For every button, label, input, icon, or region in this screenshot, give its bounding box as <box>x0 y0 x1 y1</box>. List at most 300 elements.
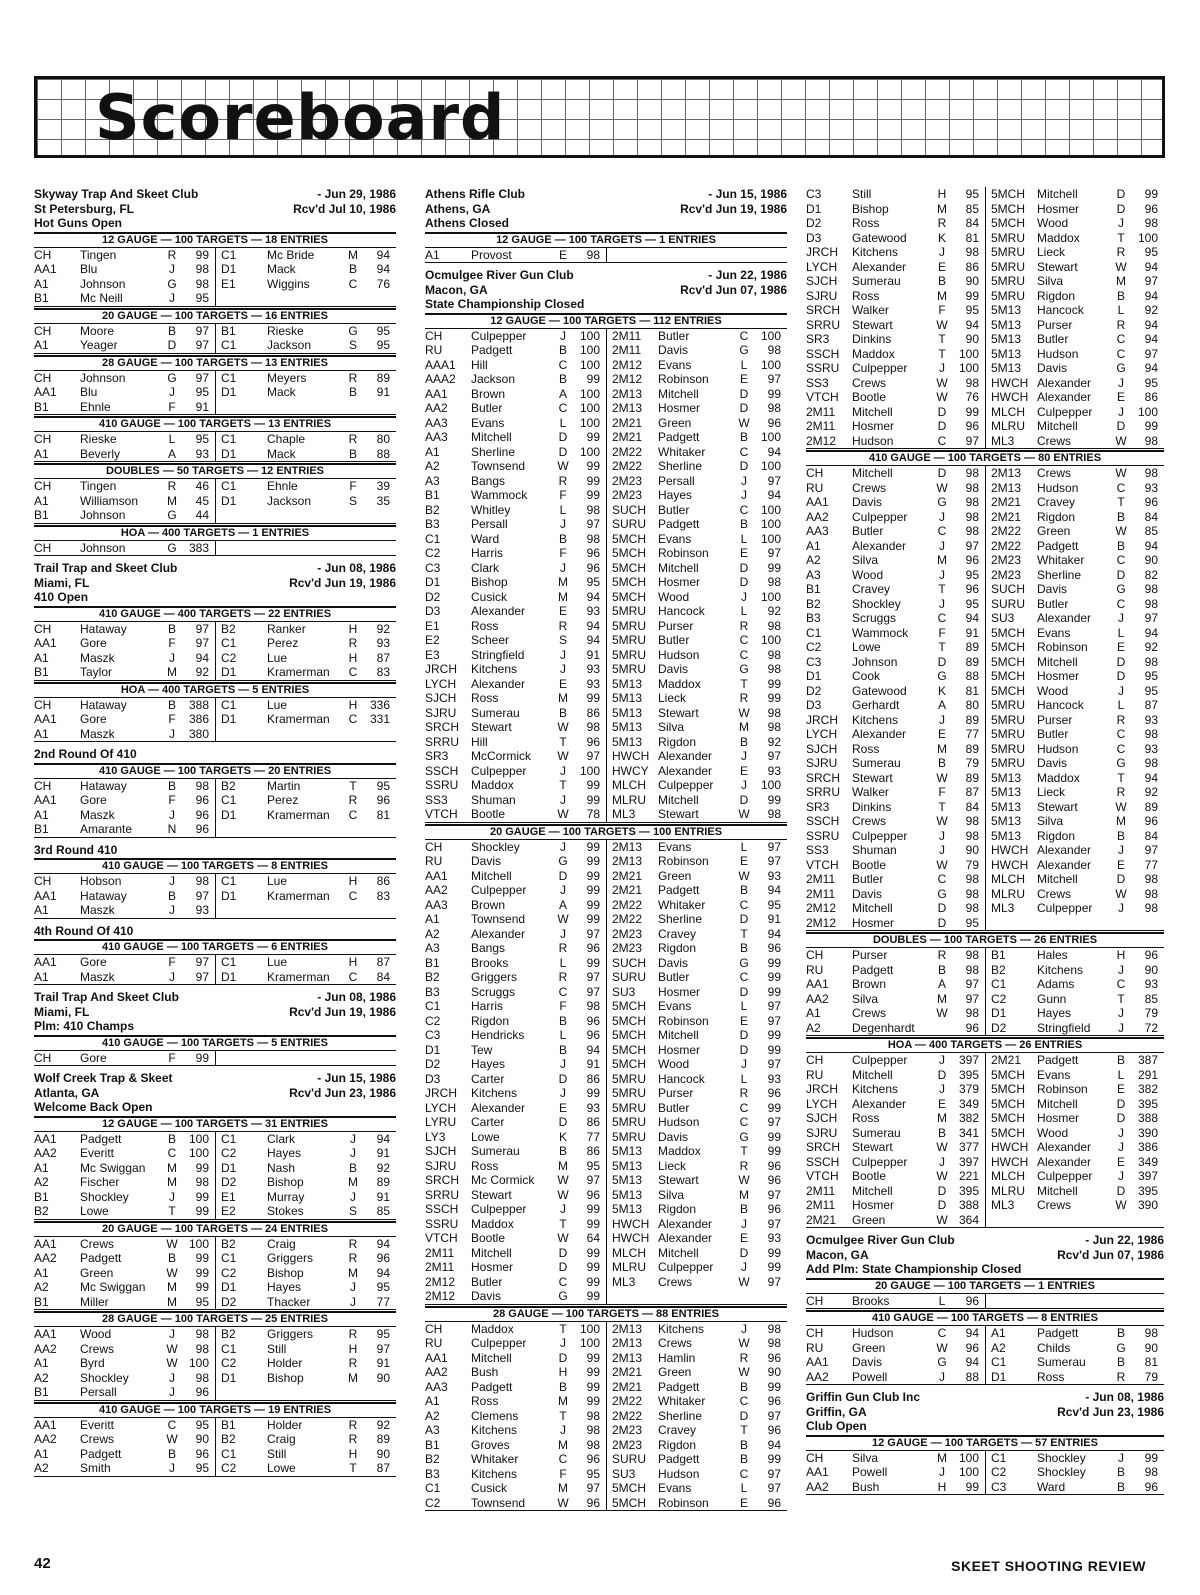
result-entry <box>806 829 985 844</box>
gauge-header: 410 GAUGE — 100 TARGETS — 8 ENTRIES <box>806 1310 1164 1326</box>
result-entry <box>606 677 787 692</box>
score-cell: 96 <box>767 415 781 430</box>
class-cell: D1 <box>221 665 237 679</box>
initial-cell: J <box>169 1189 175 1204</box>
initial-cell: C <box>739 970 749 984</box>
initial-cell: D <box>739 401 749 415</box>
class-cell: ML3 <box>991 1198 1015 1212</box>
table-row <box>425 807 787 822</box>
result-entry <box>806 814 985 829</box>
table-row <box>806 390 1164 405</box>
table-row <box>806 332 1164 347</box>
initial-cell <box>735 248 753 263</box>
club-header <box>806 1390 1164 1405</box>
initial-cell: M <box>937 741 947 756</box>
initial-cell: W <box>936 814 948 828</box>
result-entry <box>985 347 1164 362</box>
shooter-name: Ross <box>852 288 880 303</box>
initial-cell: B <box>1116 1479 1125 1494</box>
initial-cell <box>1112 916 1130 931</box>
table-row <box>806 1097 1164 1112</box>
class-cell: 5MCH <box>612 560 647 575</box>
result-entry <box>215 651 396 666</box>
initial-cell: W <box>936 375 948 390</box>
result-entry <box>215 970 396 985</box>
initial-cell: B <box>739 941 748 955</box>
class-cell: SSCH <box>806 814 840 828</box>
table-row <box>34 1432 396 1447</box>
class-cell: SURU <box>612 1452 647 1466</box>
event-name: 410 Open <box>34 590 89 604</box>
table-row <box>425 778 787 793</box>
result-entry <box>606 1028 787 1043</box>
initial-cell: D <box>739 1028 749 1042</box>
class-cell: D1 <box>221 1370 237 1385</box>
initial-cell: F <box>938 303 946 317</box>
table-row <box>34 651 396 666</box>
initial-cell <box>344 541 362 556</box>
shooter-name: Stewart <box>852 1140 893 1154</box>
shooter-name: Clark <box>267 1131 296 1146</box>
initial-cell: J <box>1118 1020 1124 1035</box>
score-cell: 91 <box>767 912 781 926</box>
result-entry <box>425 1130 606 1145</box>
class-cell: 5MCH <box>991 201 1026 216</box>
result-entry <box>34 1327 215 1342</box>
result-entry <box>425 1188 606 1203</box>
initial-cell: J <box>939 596 945 611</box>
initial-cell: W <box>936 317 948 332</box>
result-entry <box>806 260 985 275</box>
shoot-date: - Jun 08, 1986 <box>1085 1390 1164 1404</box>
shooter-name: Hudson <box>658 1466 700 1481</box>
shooter-name: Ross <box>471 691 499 705</box>
score-cell: 96 <box>195 807 209 822</box>
class-cell <box>612 248 658 263</box>
shooter-name: Kramerman <box>267 712 330 726</box>
score-cell: 98 <box>1144 582 1158 596</box>
class-cell: 5MCH <box>612 1042 647 1057</box>
class-cell: D1 <box>425 575 441 589</box>
result-entry <box>806 1294 985 1309</box>
table-row <box>34 1190 396 1205</box>
result-entry <box>425 488 606 503</box>
shooter-name: Green <box>852 1340 886 1355</box>
class-cell: ML3 <box>991 433 1015 448</box>
class-cell: B1 <box>34 508 49 522</box>
event-name: Add Plm: State Championship Closed <box>806 1262 1022 1276</box>
initial-cell: L <box>740 1071 748 1086</box>
class-cell: 2M22 <box>991 524 1022 538</box>
shooter-name: Bush <box>471 1365 499 1379</box>
initial-cell: E <box>558 247 567 262</box>
column-2 <box>425 182 787 1511</box>
result-entry <box>606 662 787 677</box>
initial-cell: M <box>937 1450 947 1465</box>
class-cell: VTCH <box>806 857 839 872</box>
table-row <box>806 713 1164 728</box>
shooter-name: Padgett <box>658 517 700 531</box>
initial-cell: M <box>1116 274 1126 288</box>
score-cell: 97 <box>767 1115 781 1129</box>
shooter-name: Ranker <box>267 621 306 636</box>
class-cell: AA1 <box>425 386 448 401</box>
score-cell: 98 <box>965 466 979 480</box>
table-row <box>425 1101 787 1116</box>
initial-cell: R <box>1116 245 1126 259</box>
score-cell: 99 <box>195 1280 209 1294</box>
class-cell: AA2 <box>806 991 829 1006</box>
shooter-name: Padgett <box>80 1131 122 1146</box>
table-row <box>425 869 787 884</box>
class-cell: 2M13 <box>991 480 1022 495</box>
table-row <box>806 1184 1164 1199</box>
class-cell: AA3 <box>425 430 448 444</box>
result-entry <box>215 636 396 651</box>
score-cell: 97 <box>586 1481 600 1495</box>
class-cell: HWCH <box>991 843 1029 857</box>
shooter-name: Davis <box>658 955 689 970</box>
initial-cell: B <box>739 1437 748 1452</box>
score-cell: 79 <box>965 857 979 872</box>
score-cell: 98 <box>586 247 600 262</box>
class-cell <box>221 1051 267 1066</box>
table-row <box>806 771 1164 786</box>
shooter-name: Sherline <box>471 444 516 459</box>
table-row <box>806 992 1164 1007</box>
initial-cell: M <box>937 201 947 216</box>
initial-cell: W <box>557 720 569 734</box>
initial-cell: T <box>1117 495 1125 509</box>
class-cell: D3 <box>425 604 441 618</box>
score-cell: 95 <box>586 575 600 589</box>
table-row <box>806 434 1164 449</box>
class-cell: 5MRU <box>612 1071 647 1086</box>
class-cell: A2 <box>34 1461 49 1475</box>
initial-cell: R <box>1116 317 1126 332</box>
shooter-name: Lue <box>267 650 288 665</box>
initial-cell: E <box>1116 857 1125 872</box>
shooter-name: Stewart <box>1037 799 1078 814</box>
result-entry <box>215 903 396 918</box>
shooter-name: Culpepper <box>471 1202 527 1216</box>
class-cell: B2 <box>425 1452 440 1466</box>
score-cell: 89 <box>965 741 979 756</box>
class-cell: 2M11 <box>806 1198 836 1212</box>
result-entry <box>806 626 985 641</box>
class-cell: C2 <box>991 1465 1007 1479</box>
class-cell: C1 <box>806 625 822 640</box>
initial-cell: G <box>167 508 177 522</box>
result-entry <box>425 749 606 764</box>
score-cell: 397 <box>1137 1169 1158 1183</box>
result-entry <box>425 883 606 898</box>
class-cell: 2M23 <box>612 941 643 955</box>
shooter-name: Alexander <box>658 1216 713 1231</box>
class-cell: D1 <box>991 1006 1007 1020</box>
table-row <box>425 1014 787 1029</box>
initial-cell: B <box>1116 538 1125 553</box>
class-cell: CH <box>806 948 824 962</box>
shooter-name: Sherline <box>658 1408 703 1423</box>
table-row <box>425 1115 787 1130</box>
score-cell: 99 <box>767 1452 781 1466</box>
shooter-name: Lowe <box>852 640 881 654</box>
result-entry <box>425 387 606 402</box>
shooter-name: Culpepper <box>852 828 908 843</box>
class-cell: AA1 <box>34 1327 57 1341</box>
initial-cell: M <box>937 288 947 303</box>
club-block <box>806 1233 1164 1385</box>
table-row <box>34 1280 396 1295</box>
event-name: Welcome Back Open <box>34 1100 153 1114</box>
initial-cell: D <box>739 386 749 401</box>
class-cell: 5M13 <box>612 734 643 749</box>
score-cell: 83 <box>376 665 390 679</box>
class-cell: AA2 <box>806 1479 829 1494</box>
initial-cell: B <box>937 756 946 770</box>
table-row <box>425 633 787 648</box>
shooter-name: Bishop <box>267 1175 304 1189</box>
score-cell: 85 <box>376 1204 390 1218</box>
results-table <box>425 248 787 264</box>
class-cell: RU <box>806 1067 824 1082</box>
shooter-name: Butler <box>852 524 884 538</box>
scoreboard-banner <box>34 76 1165 158</box>
initial-cell: D <box>558 1245 568 1260</box>
initial-cell: J <box>939 245 945 259</box>
class-cell: 5MCH <box>612 531 647 546</box>
initial-cell: R <box>1116 785 1126 799</box>
shooter-name: Lieck <box>1037 245 1066 259</box>
class-cell: LYRU <box>425 1115 457 1129</box>
score-cell: 95 <box>1144 669 1158 683</box>
initial-cell: B <box>739 517 748 531</box>
shooter-name: Hayes <box>471 1057 506 1071</box>
class-cell: SS3 <box>425 792 448 807</box>
class-cell: C1 <box>221 697 237 712</box>
result-entry <box>425 1028 606 1043</box>
shooter-name: Perez <box>267 793 299 807</box>
initial-cell: C <box>348 276 358 291</box>
result-entry <box>606 517 787 532</box>
class-cell: SRCH <box>425 1173 460 1187</box>
class-cell: 5M13 <box>991 770 1022 785</box>
shooter-name: Mitchell <box>1037 1183 1078 1198</box>
score-cell: 100 <box>1137 404 1158 419</box>
results-table <box>34 1418 396 1477</box>
shooter-name: Whitaker <box>658 897 706 912</box>
received-date: Rcv'd Jun 07, 1986 <box>680 282 787 297</box>
result-entry <box>985 597 1164 612</box>
result-entry <box>425 1231 606 1246</box>
results-table <box>34 779 396 838</box>
initial-cell: R <box>167 247 177 262</box>
score-cell: 94 <box>376 262 390 276</box>
initial-cell: M <box>558 691 568 705</box>
score-cell: 89 <box>965 654 979 669</box>
initial-cell: H <box>348 955 358 969</box>
result-entry <box>215 793 396 808</box>
table-row <box>425 517 787 532</box>
shooter-name: Hataway <box>80 778 127 793</box>
table-row <box>34 1418 396 1433</box>
class-cell: A1 <box>34 726 49 741</box>
result-entry <box>606 1452 787 1467</box>
initial-cell: M <box>558 1437 568 1452</box>
club-name: Athens Rifle Club <box>425 187 526 201</box>
class-cell: AA1 <box>425 1350 448 1365</box>
initial-cell: T <box>740 676 748 691</box>
table-row <box>806 318 1164 333</box>
initial-cell: W <box>936 480 948 495</box>
table-row <box>806 829 1164 844</box>
shooter-name: Whitaker <box>471 1452 519 1466</box>
class-cell: A2 <box>34 1370 49 1385</box>
shooter-name: Brown <box>852 977 887 991</box>
initial-cell: J <box>1118 962 1124 977</box>
club-block <box>34 561 396 742</box>
club-city: Macon, GA <box>425 282 488 297</box>
initial-cell: H <box>937 187 947 201</box>
class-cell: B1 <box>425 955 440 970</box>
shooter-name: Harris <box>471 999 503 1013</box>
class-cell: 5MRU <box>612 647 647 662</box>
result-entry <box>806 187 985 202</box>
initial-cell: B <box>739 734 748 749</box>
class-cell: JRCH <box>425 1086 457 1100</box>
class-cell: 2M11 <box>612 328 642 343</box>
initial-cell: R <box>739 618 749 633</box>
shooter-name: Evans <box>1037 625 1071 640</box>
shooter-name: Bush <box>852 1479 880 1494</box>
initial-cell: E <box>937 259 946 274</box>
shooter-name: Johnson <box>80 540 126 555</box>
table-row <box>34 903 396 918</box>
score-cell: 390 <box>1137 1198 1158 1212</box>
initial-cell: D <box>558 1071 568 1086</box>
table-row <box>806 626 1164 641</box>
shooter-name: Cook <box>852 669 881 683</box>
initial-cell: W <box>557 912 569 926</box>
initial-cell: R <box>739 1158 749 1173</box>
initial-cell: B <box>1116 1355 1125 1369</box>
result-entry <box>425 912 606 927</box>
class-cell: 2M22 <box>612 912 643 926</box>
result-entry <box>215 541 396 556</box>
shooter-name: Moore <box>80 323 115 338</box>
initial-cell: D <box>558 444 568 459</box>
table-row <box>34 1447 396 1462</box>
shooter-name: Mitchell <box>658 560 699 575</box>
class-cell: 2M21 <box>612 415 643 430</box>
score-cell: 390 <box>1137 1125 1158 1140</box>
result-entry <box>606 1101 787 1116</box>
initial-cell: C <box>1116 346 1126 361</box>
score-cell: 99 <box>586 473 600 488</box>
initial-cell: T <box>938 640 946 654</box>
class-cell: CH <box>34 778 52 793</box>
initial-cell: F <box>168 712 176 726</box>
shooter-name: Scruggs <box>852 611 897 625</box>
score-cell: 98 <box>586 502 600 517</box>
initial-cell: M <box>937 1111 947 1125</box>
shooter-name: Maszk <box>80 650 115 665</box>
result-entry <box>606 474 787 489</box>
table-row <box>425 764 787 779</box>
table-row <box>425 1467 787 1482</box>
score-cell: 97 <box>376 1341 390 1356</box>
shooter-name: Brown <box>471 386 506 401</box>
result-entry <box>215 385 396 400</box>
initial-cell: H <box>348 621 358 636</box>
class-cell: AA1 <box>806 977 829 991</box>
class-cell: 5MCH <box>991 683 1026 698</box>
table-row <box>34 1266 396 1281</box>
result-entry <box>985 466 1164 481</box>
club-name: Griffin Gun Club Inc <box>806 1390 920 1404</box>
score-cell: 85 <box>1144 991 1158 1006</box>
score-cell: 44 <box>195 508 209 522</box>
score-cell: 100 <box>760 328 781 343</box>
shooter-name: Culpepper <box>852 1053 908 1067</box>
initial-cell: J <box>741 1321 747 1336</box>
shooter-name: Kitchens <box>852 245 899 259</box>
table-row <box>425 1322 787 1337</box>
class-cell: 5MRU <box>991 756 1026 770</box>
result-entry <box>425 1202 606 1217</box>
class-cell: 2M11 <box>425 1245 455 1260</box>
club-block <box>34 187 396 556</box>
table-row <box>806 361 1164 376</box>
result-entry <box>606 1217 787 1232</box>
gauge-header: HOA — 400 TARGETS — 5 ENTRIES <box>34 682 396 698</box>
shooter-name: Ross <box>471 1394 499 1408</box>
result-entry <box>425 619 606 634</box>
score-cell: 100 <box>760 778 781 792</box>
class-cell: A3 <box>425 941 440 955</box>
initial-cell: S <box>558 633 567 647</box>
class-cell: A2 <box>991 1340 1006 1355</box>
club-name: Trail Trap and Skeet Club <box>34 561 178 575</box>
initial-cell: C <box>558 357 568 372</box>
score-cell: 77 <box>1144 857 1158 872</box>
shooter-name: Sumerau <box>852 274 901 288</box>
shooter-name: Stewart <box>852 770 893 785</box>
initial-cell: R <box>348 636 358 650</box>
result-entry <box>425 764 606 779</box>
class-cell: RU <box>806 1340 824 1355</box>
result-entry <box>806 1126 985 1141</box>
score-cell: 99 <box>586 792 600 807</box>
initial-cell: F <box>349 479 357 493</box>
initial-cell <box>344 291 362 306</box>
class-cell: MLRU <box>991 419 1026 433</box>
class-cell: 5M13 <box>991 814 1022 828</box>
class-cell: HWCH <box>612 749 650 763</box>
score-cell: 93 <box>586 604 600 618</box>
class-cell: A2 <box>425 1408 440 1423</box>
score-cell: 383 <box>188 540 209 555</box>
shooter-name: Ross <box>852 741 880 756</box>
result-entry <box>606 532 787 547</box>
club-name: Wolf Creek Trap & Skeet <box>34 1071 173 1085</box>
initial-cell: A <box>558 386 567 401</box>
table-row <box>425 1423 787 1438</box>
score-cell: 87 <box>376 650 390 665</box>
score-cell: 81 <box>376 807 390 822</box>
score-cell: 97 <box>767 372 781 386</box>
